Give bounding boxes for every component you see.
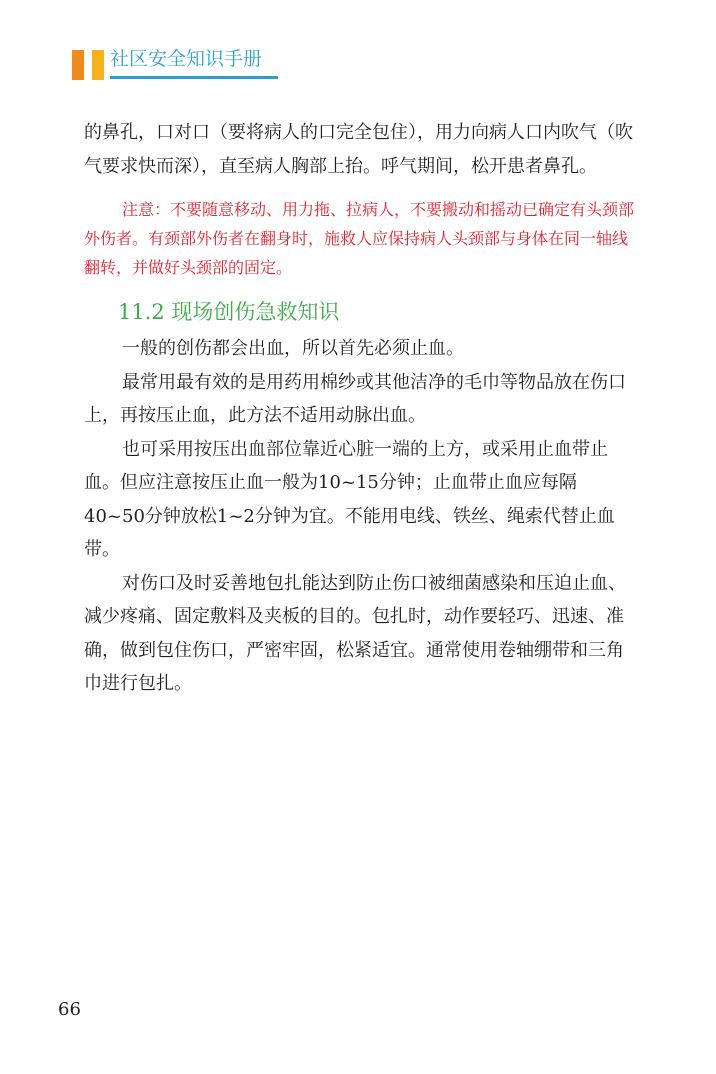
caution-note: 注意：不要随意移动、用力拖、拉病人，不要搬动和摇动已确定有头颈部外伤者。有颈部外伤者在翻身时，施救人应保持病人头颈部与身体在同一轴线翻转，并做好头颈部的固定。: [84, 200, 635, 277]
header-underline: [110, 76, 278, 79]
body-paragraph: 对伤口及时妥善地包扎能达到防止伤口被细菌感染和压迫止血、减少疼痛、固定敷料及夹板的目的。包扎时，动作要轻巧、迅速、准确，做到包住伤口，严密牢固，松紧适宜。通常使用卷轴绷带和三角巾进行包扎。: [84, 572, 626, 694]
body-paragraph: 也可采用按压出血部位靠近心脏一端的上方，或采用止血带止血。但应注意按压止血一般为10~15分钟；止血带止血应每隔40~50分钟放松1~2分钟为宜。不能用电线、铁丝、绳索代替止血带。: [84, 438, 615, 560]
body-paragraph: 最常用最有效的是用药用棉纱或其他洁净的毛巾等物品放在伤口上，再按压止血，此方法不适用动脉出血。: [84, 371, 626, 426]
page-number: 66: [58, 999, 81, 1020]
book-title: 社区安全知识手册: [110, 48, 263, 70]
page-content: [84, 116, 636, 701]
header-accent-bar-yellow: [92, 50, 104, 80]
body-paragraph: 一般的创伤都会出血，所以首先必须止血。: [122, 338, 464, 359]
section-heading: 11.2 现场创伤急救知识: [118, 300, 340, 324]
header-accent-bar-orange: [72, 50, 84, 80]
intro-paragraph: 的鼻孔，口对口（要将病人的口完全包住），用力向病人口内吹气（吹气要求快而深），直至病人胸部上抬。呼气期间，松开患者鼻孔。: [84, 122, 633, 177]
